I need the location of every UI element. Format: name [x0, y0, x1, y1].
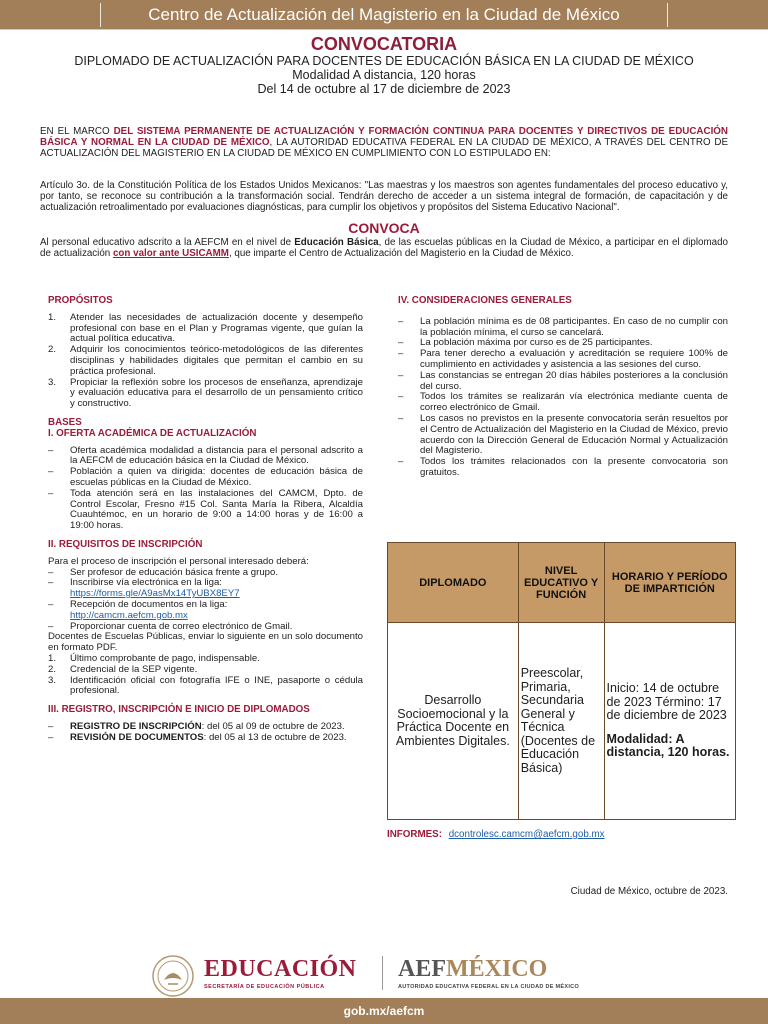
- list-item: [48, 600, 363, 622]
- usicamm-highlight: con valor ante USICAMM: [112, 248, 229, 260]
- aef-mark: AEF: [398, 956, 446, 982]
- footer-url[interactable]: gob.mx/aefcm: [343, 1004, 425, 1018]
- logo-divider: [382, 956, 383, 990]
- title-block: [40, 34, 728, 96]
- list-item: [398, 392, 728, 414]
- header-bar: [0, 0, 768, 30]
- consideraciones-title: IV. CONSIDERACIONES GENERALES: [398, 295, 572, 306]
- convoca-paragraph: [40, 237, 728, 260]
- oferta-title: I. OFERTA ACADÉMICA DE ACTUALIZACIÓN: [48, 427, 257, 439]
- horario-cell: [604, 623, 735, 820]
- list-text: Credencial de la SEP vigente.: [70, 663, 198, 675]
- horario-dates: Inicio: 14 de octubre de 2023 Término: 17 de diciembre de 2023: [606, 681, 727, 723]
- date-line: Ciudad de México, octubre de 2023.: [570, 886, 728, 897]
- list-marker: 2.: [48, 344, 57, 356]
- list-text: Toda atención será en las instalaciones del CAMCM, Dpto. de Control Escolar, Fresno #15 Col. Santa María la Ribera, Alcaldía Cuauhtémoc, en un horario de 9:00 a 14:00 horas y de 16:00 a 19:00 horas.: [70, 487, 363, 532]
- list-item: [48, 489, 363, 532]
- list-text: Las constancias se entregan 20 días hábiles posteriores a la conclusión del curso.: [420, 369, 728, 392]
- list-marker: –: [48, 720, 54, 732]
- list-item: [48, 676, 363, 698]
- aefcm-logo: [398, 956, 547, 983]
- fechas-line: Del 14 de octubre al 17 de diciembre de 2023: [257, 82, 511, 96]
- list-text-part: Recepción de documentos en la liga:: [70, 598, 228, 610]
- camcm-link[interactable]: http://camcm.aefcm.gob.mx: [70, 609, 188, 621]
- list-item: [48, 733, 363, 744]
- list-item: [48, 345, 363, 377]
- table-header-row: [388, 543, 736, 623]
- convocatoria-subtitle: DIPLOMADO DE ACTUALIZACIÓN PARA DOCENTES DE EDUCACIÓN BÁSICA EN LA CIUDAD DE MÉXICO: [74, 54, 694, 68]
- list-text: [70, 733, 363, 744]
- horario-modalidad: Modalidad: A distancia, 120 horas.: [606, 731, 730, 760]
- list-marker: –: [48, 620, 54, 632]
- list-item: [398, 317, 728, 339]
- list-item: [398, 414, 728, 457]
- docs-intro: Docentes de Escuelas Públicas, enviar lo siguiente en un solo documento en formato PDF.: [48, 631, 363, 654]
- convoca-level: Educación Básica: [294, 237, 379, 248]
- list-item: [48, 446, 363, 468]
- list-item: [398, 371, 728, 393]
- article-paragraph: Artículo 3o. de la Constitución Política de los Estados Unidos Mexicanos: "Las maestras y los maestros son agentes fundamentales del proceso educativo y, por tanto, se reconoce su contribución a la transformación social. Tendrán derecho de acceder a un sistema integral de formación, de capacitación y de actualización retroalimentado por evaluaciones diagnósticas, para cumplir los objetivos y propósitos del Sistema Educativo Nacional".: [40, 180, 728, 214]
- diplomado-table: [387, 542, 736, 820]
- list-text: La población mínima es de 08 participantes. En caso de no cumplir con la población mínima, el curso se cancelará.: [420, 315, 728, 338]
- list-marker: 2.: [48, 663, 57, 675]
- list-text: Identificación oficial con fotografía IFE o INE, pasaporte o cédula profesional.: [70, 674, 363, 697]
- list-item: [48, 467, 363, 489]
- list-marker: –: [398, 315, 404, 327]
- list-text: Para tener derecho a evaluación y acreditación se requiere 100% de cumplimiento en actividades y asistencia a las sesiones del curso.: [420, 348, 728, 370]
- list-marker: 3.: [48, 376, 57, 388]
- left-column: [48, 296, 363, 743]
- list-item: [48, 665, 363, 676]
- intro-highlight: DEL SISTEMA PERMANENTE DE ACTUALIZACIÓN Y FORMACIÓN CONTINUA PARA DOCENTES Y DIRECTIVOS DE EDUCACIÓN BÁSICA Y NORMAL EN LA CIUDAD DE MÉXICO: [40, 126, 728, 149]
- requisitos-intro: Para el proceso de inscripción el personal interesado deberá:: [48, 555, 309, 567]
- registro-dates: : del 05 al 09 de octubre de 2023.: [201, 720, 345, 732]
- header-title: Centro de Actualización del Magisterio en la Ciudad de México: [100, 3, 668, 27]
- list-marker: 3.: [48, 674, 57, 686]
- list-text-part: Inscribirse vía electrónica en la liga:: [70, 577, 222, 589]
- requisitos-title: II. REQUISITOS DE INSCRIPCIÓN: [48, 538, 203, 550]
- educacion-logo: EDUCACIÓN: [204, 956, 357, 982]
- sep-subtitle: SECRETARÍA DE EDUCACIÓN PÚBLICA: [204, 984, 325, 990]
- list-item: [398, 349, 728, 371]
- convoca-part: , que imparte el Centro de Actualización del Magisterio en la Ciudad de México.: [228, 248, 574, 260]
- intro-part: EN EL MARCO: [40, 126, 114, 137]
- convocatoria-title: CONVOCATORIA: [310, 34, 458, 54]
- nivel-cell: Preescolar, Primaria, Secundaria General y Técnica (Docentes de Educación Básica): [518, 623, 604, 820]
- footer-logos: [0, 948, 768, 998]
- list-text: Proporcionar cuenta de correo electrónico de Gmail.: [70, 620, 293, 632]
- mexico-mark: MÉXICO: [446, 956, 548, 982]
- list-item: [398, 457, 728, 479]
- informes-email-link[interactable]: dcontrolesc.camcm@aefcm.gob.mx: [448, 829, 605, 840]
- list-marker: –: [48, 731, 54, 743]
- table-header: HORARIO Y PERÍODO DE IMPARTICIÓN: [604, 543, 735, 623]
- informes-label: INFORMES:: [387, 829, 442, 840]
- footer-bar: [0, 998, 768, 1024]
- list-item: [48, 378, 363, 410]
- list-text: Propiciar la reflexión sobre los procesos de enseñanza, aprendizaje y evaluación educativa para el desarrollo de un pensamiento crítico y constructivo.: [70, 376, 363, 410]
- right-column: [398, 296, 728, 479]
- list-text: [70, 600, 363, 622]
- list-item: [48, 313, 363, 345]
- convoca-part: , de las escuelas públicas en la Ciudad de México, a participar en el diplomado de actualización: [40, 237, 728, 260]
- list-marker: 1.: [48, 652, 57, 664]
- coat-of-arms-icon: [150, 954, 196, 998]
- convoca-part: Al personal educativo adscrito a la AEFCM en el nivel de: [40, 237, 295, 248]
- list-item: [48, 578, 363, 600]
- aefcm-subtitle: AUTORIDAD EDUCATIVA FEDERAL EN LA CIUDAD DE MÉXICO: [398, 984, 580, 990]
- bases-title: BASES: [48, 416, 82, 428]
- list-text: Atender las necesidades de actualización docente y desempeño profesional con base en el Plan y Programas vigente, que guían la actual política educativa.: [70, 311, 363, 345]
- table-header: NIVEL EDUCATIVO Y FUNCIÓN: [518, 543, 604, 623]
- registro-label: REGISTRO DE INSCRIPCIÓN: [70, 720, 202, 732]
- list-text: Último comprobante de pago, indispensable.: [70, 652, 260, 664]
- list-marker: –: [48, 466, 54, 478]
- revision-dates: : del 05 al 13 de octubre de 2023.: [203, 731, 347, 743]
- list-marker: –: [48, 566, 54, 578]
- intro-paragraph: [40, 126, 728, 160]
- list-marker: –: [398, 337, 404, 349]
- convoca-title: CONVOCA: [348, 220, 420, 236]
- list-text: Los casos no previstos en la presente convocatoria serán resueltos por el Centro de Actualización del Magisterio en la Ciudad de México, previo acuerdo con la Dirección General de Educación Normal y Actualización del Magisterio.: [420, 412, 728, 457]
- list-text: Oferta académica modalidad a distancia para el personal adscrito a la AEFCM de educación básica en la Ciudad de México.: [70, 444, 363, 467]
- intro-part: , LA AUTORIDAD EDUCATIVA FEDERAL EN LA CIUDAD DE MÉXICO, A TRAVÉS DEL CENTRO DE ACTUALIZACIÓN DEL MAGISTERIO EN LA CIUDAD DE MÉXICO EN CUMPLIMIENTO CON LO ESTIPULADO EN:: [40, 137, 728, 160]
- list-text: [70, 578, 363, 600]
- list-text: Población a quien va dirigida: docentes de educación básica de escuelas públicas en la Ciudad de México.: [70, 466, 363, 488]
- list-text: Todos los trámites relacionados con la presente convocatoria son gratuitos.: [420, 456, 728, 478]
- list-marker: –: [48, 598, 54, 610]
- list-marker: –: [48, 577, 54, 589]
- list-marker: –: [48, 444, 54, 456]
- list-marker: –: [398, 348, 404, 360]
- revision-label: REVISIÓN DE DOCUMENTOS: [70, 731, 204, 743]
- list-marker: –: [398, 369, 404, 381]
- table-row: [388, 623, 736, 820]
- diplomado-cell: Desarrollo Socioemocional y la Práctica Docente en Ambientes Digitales.: [388, 623, 519, 820]
- list-marker: –: [398, 391, 404, 403]
- informes: [387, 829, 605, 840]
- propositos-title: PROPÓSITOS: [48, 295, 113, 306]
- list-text: La población máxima por curso es de 25 participantes.: [420, 337, 653, 349]
- list-text: Ser profesor de educación básica frente a grupo.: [70, 566, 278, 578]
- registro-title: III. REGISTRO, INSCRIPCIÓN E INICIO DE DIPLOMADOS: [48, 704, 310, 716]
- forms-link[interactable]: https://forms.gle/A9asMx14TyUBX8EY7: [70, 588, 240, 600]
- list-text: Adquirir los conocimientos teórico-metodológicos de las diferentes disciplinas y habilidades digitales que permitan el cambio en su práctica profesional.: [70, 344, 363, 377]
- table-header: DIPLOMADO: [388, 543, 519, 623]
- modalidad-line: Modalidad A distancia, 120 horas: [292, 68, 476, 82]
- list-marker: –: [398, 456, 404, 468]
- list-marker: 1.: [48, 311, 57, 323]
- list-marker: –: [48, 487, 54, 499]
- list-marker: –: [398, 412, 404, 424]
- list-text: Todos los trámites se realizarán vía electrónica mediante cuenta de correo electrónico de Gmail.: [420, 391, 728, 414]
